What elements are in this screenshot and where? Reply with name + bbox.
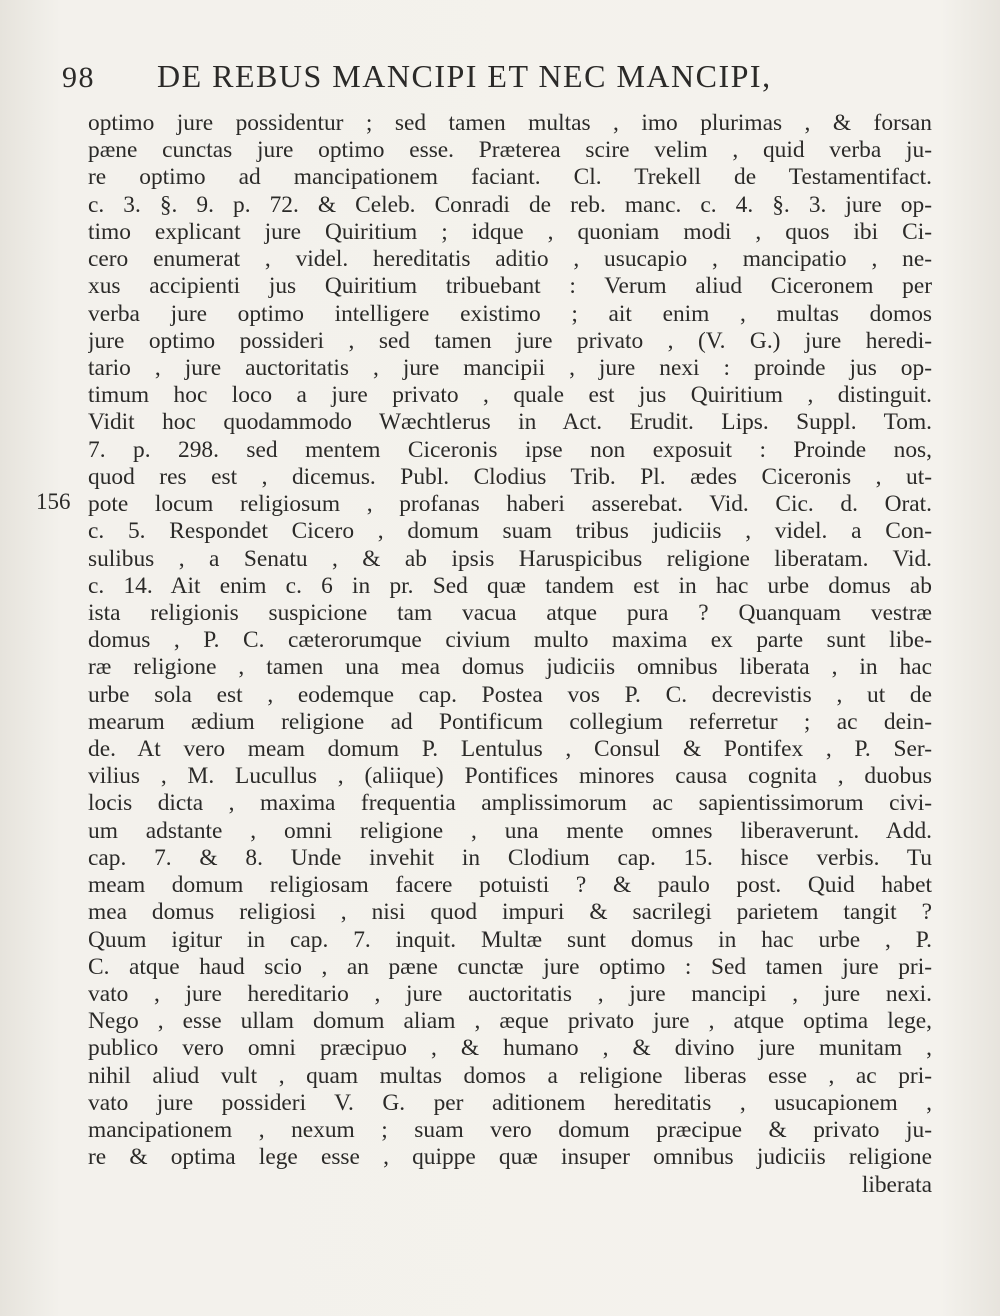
text-line: urbe sola est , eodemque cap. Postea vos P. C. decrevistis , ut de: [88, 681, 932, 708]
text-line: xus accipienti jus Quiritium tribuebant : Verum aliud Ciceronem per: [88, 273, 932, 300]
text-line: C. atque haud scio , an pæne cunctæ jure optimo : Sed tamen jure pri-: [88, 953, 932, 980]
text-line: nihil aliud vult , quam multas domos a religione liberas esse , ac pri-: [88, 1062, 932, 1089]
text-line: cero enumerat , videl. hereditatis aditio , usucapio , mancipatio , ne-: [88, 246, 932, 273]
text-line: timo explicant jure Quiritium ; idque , quoniam modi , quos ibi Ci-: [88, 218, 932, 245]
text-line: timum hoc loco a jure privato , quale est jus Quiritium , distinguit.: [88, 382, 932, 409]
text-line: 7. p. 298. sed mentem Ciceronis ipse non exposuit : Proinde nos,: [88, 436, 932, 463]
text-line: meam domum religiosam facere potuisti ? & paulo post. Quid habet: [88, 872, 932, 899]
text-line: re optimo ad mancipationem faciant. Cl. Trekell de Testamentifact.: [88, 164, 932, 191]
text-line: Quum igitur in cap. 7. inquit. Multæ sunt domus in hac urbe , P.: [88, 926, 932, 953]
text-line: re & optima lege esse , quippe quæ insuper omnibus judiciis religione: [88, 1144, 932, 1171]
margin-number: 156: [36, 489, 71, 514]
body-text: [88, 110, 932, 1199]
text-line: sulibus , a Senatu , & ab ipsis Haruspicibus religione liberatam. Vid.: [88, 545, 932, 572]
text-line: jure optimo possideri , sed tamen jure privato , (V. G.) jure heredi-: [88, 327, 932, 354]
text-line: mea domus religiosi , nisi quod impuri & sacrilegi parietem tangit ?: [88, 899, 932, 926]
text-line: mancipationem , nexum ; suam vero domum præcipue & privato ju-: [88, 1117, 932, 1144]
text-line: liberata: [861, 1171, 932, 1198]
text-line: quod res est , dicemus. Publ. Clodius Trib. Pl. ædes Ciceronis , ut-: [88, 463, 932, 490]
text-line: locis dicta , maxima frequentia amplissimorum ac sapientissimorum civi-: [88, 790, 932, 817]
text-line: c. 5. Respondet Cicero , domum suam tribus judiciis , videl. a Con-: [88, 518, 932, 545]
text-line: vilius , M. Lucullus , (aliique) Pontifices minores causa cognita , duobus: [88, 763, 932, 790]
text-line: vato , jure hereditario , jure auctoritatis , jure mancipi , jure nexi.: [88, 981, 932, 1007]
text-line: c. 3. §. 9. p. 72. & Celeb. Conradi de reb. manc. c. 4. §. 3. jure op-: [88, 191, 932, 218]
text-line: optimo jure possidentur ; sed tamen multas , imo plurimas , & forsan: [88, 110, 932, 136]
text-line: tario , jure auctoritatis , jure mancipii , jure nexi : proinde jus op-: [88, 354, 932, 381]
text-line: de. At vero meam domum P. Lentulus , Consul & Pontifex , P. Ser-: [88, 736, 932, 763]
text-line: Vidit hoc quodammodo Wæchtlerus in Act. Erudit. Lips. Suppl. Tom.: [88, 409, 932, 436]
text-line: verba jure optimo intelligere existimo ; ait enim , multas domos: [88, 300, 932, 327]
running-head: DE REBUS MANCIPI ET NEC MANCIPI,: [157, 58, 772, 94]
text-line: c. 14. Ait enim c. 6 in pr. Sed quæ tandem est in hac urbe domus ab: [88, 572, 932, 599]
text-line: mearum ædium religione ad Pontificum collegium referretur ; ac dein-: [88, 708, 932, 735]
text-line: ista religionis suspicione tam vacua atque pura ? Quanquam vestræ: [88, 599, 932, 626]
text-line: Nego , esse ullam domum aliam , æque privato jure , atque optima lege,: [88, 1008, 932, 1035]
text-line: um adstante , omni religione , una mente omnes liberaverunt. Add.: [88, 817, 932, 844]
text-line: pæne cunctas jure optimo esse. Præterea scire velim , quid verba ju-: [88, 137, 932, 164]
text-line: domus , P. C. cæterorumque civium multo maxima ex parte sunt libe-: [88, 627, 932, 654]
page-header: [62, 58, 942, 95]
text-line: vato jure possideri V. G. per aditionem hereditatis , usucapionem ,: [88, 1089, 932, 1116]
text-line: cap. 7. & 8. Unde invehit in Clodium cap. 15. hisce verbis. Tu: [88, 844, 932, 871]
page-number: 98: [62, 61, 95, 94]
text-line: pote locum religiosum , profanas haberi asserebat. Vid. Cic. d. Orat.: [88, 491, 932, 518]
text-line: publico vero omni præcipuo , & humano , & divino jure munitam ,: [88, 1035, 932, 1062]
text-line: ræ religione , tamen una mea domus judiciis omnibus liberata , in hac: [88, 654, 932, 681]
